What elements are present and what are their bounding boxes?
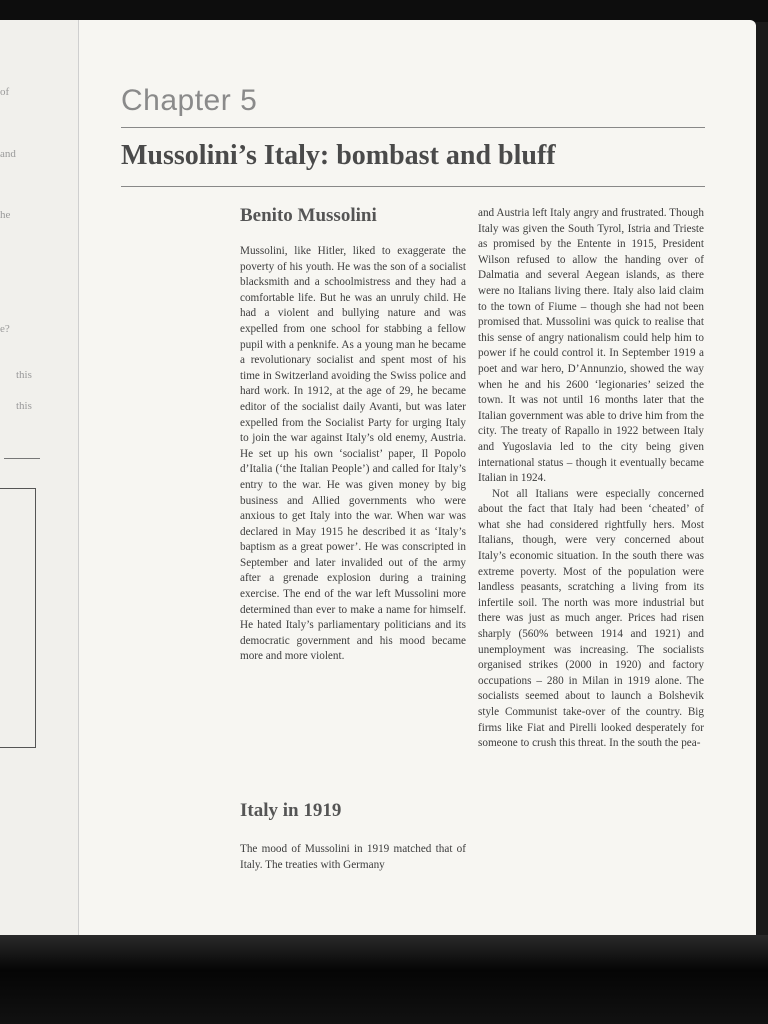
edge-text-1: of [0, 86, 10, 98]
paragraph: Mussolini, like Hitler, liked to exaggerate the poverty of his youth. He was the son of a socialist blacksmith and a schoolmistress and they had a comfortable life. But he was an unruly child. He had a violent and bullying nature and was expelled from one school for stabbing a fellow pupil with a penknife. As a young man he became a revolutionary socialist and spent most of his time in Switzerland avoiding the Swiss police and hard work. In 1912, at the age of 29, he became editor of the socialist daily Avanti, but was later expelled from the Socialist Party for urging Italy to join the war against Italy’s old enemy, Austria. He set up his own ‘socialist’ paper, Il Popolo d’Italia (‘the Italian People’) and called for Italy’s entry to the war. He was given money by big business and Allied governments who were anxious to get Italy into the war. When war was declared in May 1915 he described it as ‘Italy’s baptism as a great power’. He was conscripted in September and later invalided out of the army after a grenade explosion during a training exercise. The end of the war left Mussolini more determined than ever to make a name for himself. He hated Italy’s parliamentary politicians and its democratic government and his mood became more and more violent. [240, 245, 466, 663]
section-heading-italy-1919: Italy in 1919 [240, 800, 342, 821]
chapter-rule-top [121, 127, 705, 128]
paragraph: and Austria left Italy angry and frustrated. Though Italy was given the South Tyrol, Istria and Trieste as promised by the Entente in 1915, President Wilson refused to allow the handing over of Dalmatia and several Aegean islands, as there were no Italians living there. Italy also laid claim to the town of Fiume – though she had not been promised that. Mussolini was quick to realise that this sense of angry nationalism could help him to power if he could control it. In September 1919 a poet and war hero, D’Annunzio, showed the way when he and his 2600 ‘legionaries’ seized the town. It was not until 16 months later that the Italian government was able to drive him from the city. The treaty of Rapallo in 1922 between Italy and Yugoslavia led to the city being given international status – though it eventually became Italian in 1924. [478, 207, 704, 485]
section-text-italy-1919-start [240, 842, 466, 873]
edge-bracket [0, 488, 36, 748]
edge-text-6: this [16, 400, 32, 412]
scan-bottom-shadow [0, 935, 768, 1024]
scan-top-shadow [0, 0, 768, 22]
right-column-text [478, 206, 704, 752]
edge-text-2: and [0, 148, 16, 160]
section-heading-benito-mussolini: Benito Mussolini [240, 205, 377, 226]
edge-divider [4, 458, 40, 459]
chapter-rule-bottom [121, 186, 705, 187]
edge-text-5: this [16, 369, 32, 381]
paragraph: The mood of Mussolini in 1919 matched that of Italy. The treaties with Germany [240, 843, 466, 871]
chapter-label: Chapter 5 [121, 84, 258, 117]
edge-text-3: he [0, 209, 11, 221]
paragraph: Not all Italians were especially concerned about the fact that Italy had been ‘cheated’ of what she had considered rightfully hers. Most Italians, though, were very concerned about Italy’s economic situation. In the south there was extreme poverty. Most of the population were landless peasants, scratching a living from its infertile soil. The north was more industrial but there was just as much anger. Prices had risen sharply (560% between 1914 and 1921) and unemployment was increasing. The socialists organised strikes (2000 in 1920) and factory occupations – 280 in Milan in 1919 alone. The socialists seemed about to launch a Bolshevik style Communist take-over of the country. Big firms like Fiat and Pirelli looked desperately for someone to crush this threat. In the south the pea- [478, 487, 704, 750]
chapter-title: Mussolini’s Italy: bombast and bluff [121, 140, 556, 171]
section-text-benito-mussolini [240, 244, 466, 665]
edge-text-4: e? [0, 323, 10, 335]
